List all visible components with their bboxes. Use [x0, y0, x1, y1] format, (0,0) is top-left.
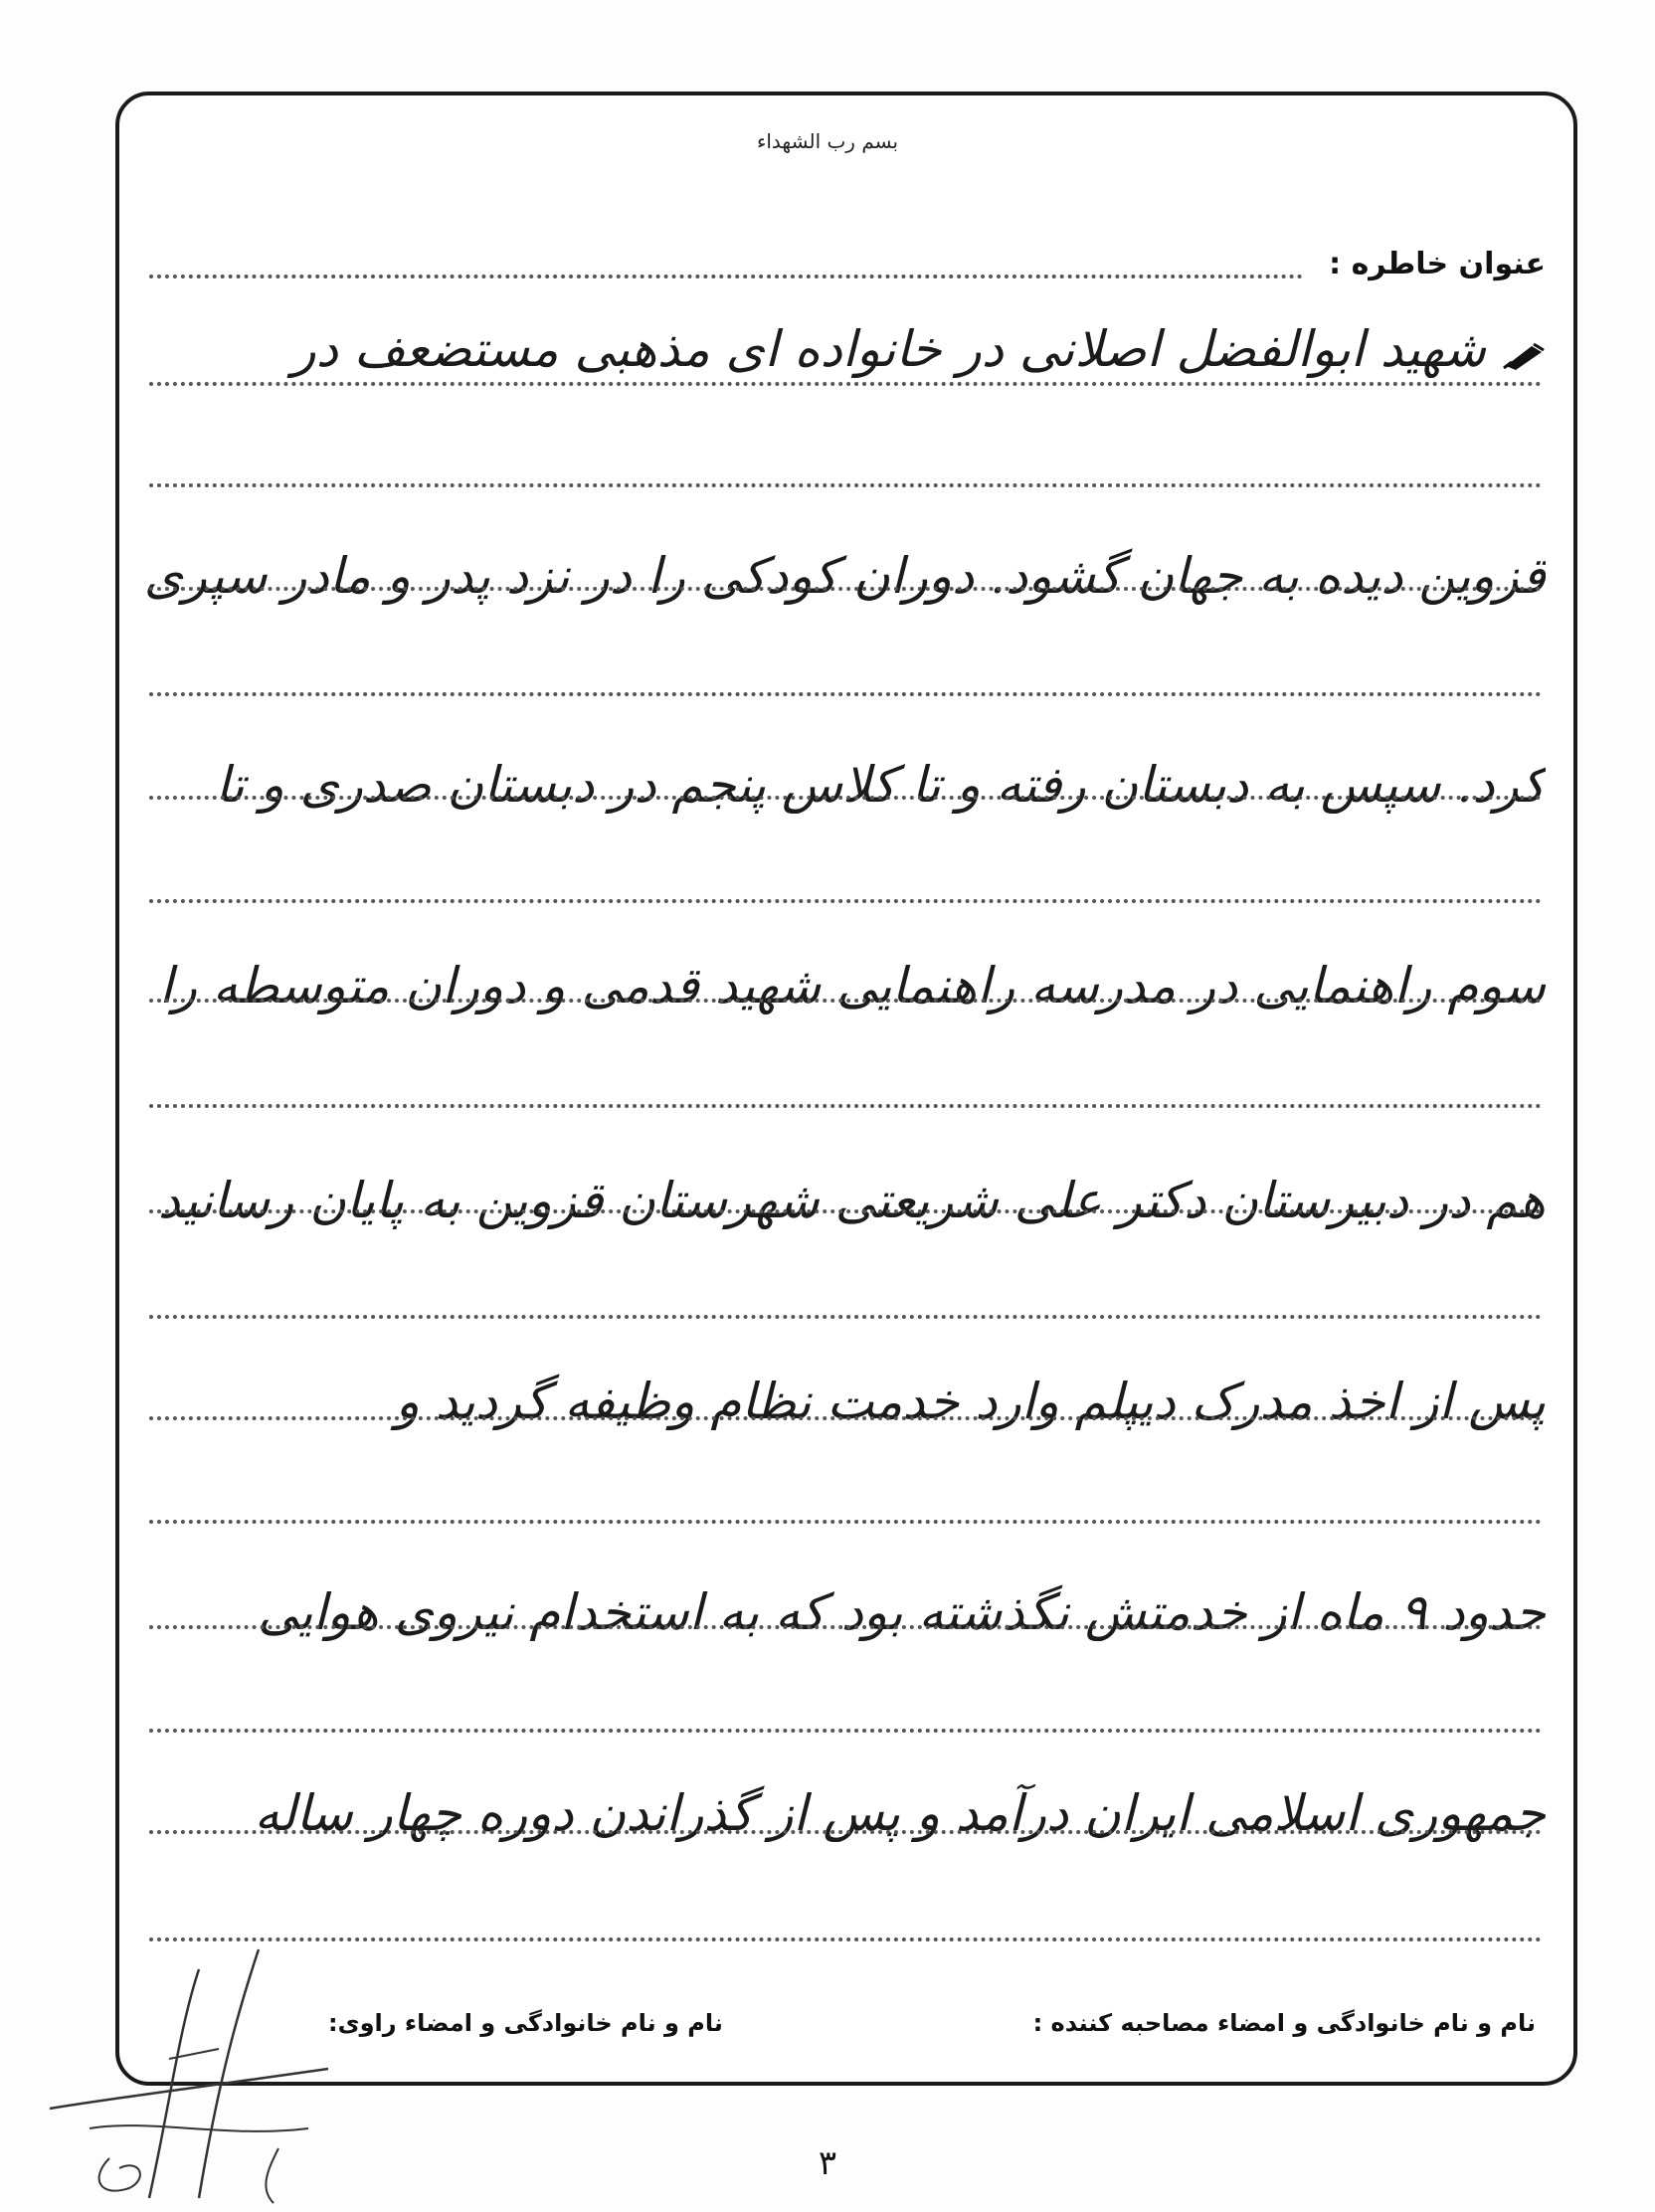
memoir-title-label: عنوان خاطره :: [1329, 247, 1546, 281]
dotted-line-12: [149, 1520, 1542, 1524]
page-header: بسم رب الشهداء: [756, 129, 899, 153]
dotted-line-2: [149, 483, 1542, 487]
dotted-line-5: [149, 796, 1542, 800]
dotted-line-4: [149, 692, 1542, 696]
page-number: ۳: [818, 2143, 837, 2183]
handwritten-line-4: سوم راهنمایی در مدرسه راهنمایی شهید قدمی و دوران متوسطه را: [159, 957, 1546, 1014]
dotted-line-10: [149, 1315, 1542, 1319]
interviewer-signature-label: نام و نام خانوادگی و امضاء مصاحبه کننده :: [1032, 2009, 1536, 2037]
handwritten-line-7: حدود ۹ ماه از خدمتش نگذشته بود که به استخدام نیروی هوایی: [258, 1583, 1546, 1641]
pen-writing-icon: [1502, 340, 1548, 370]
handwritten-line-2: قزوین دیده به جهان گشود. دوران کودکی را در نزد پدر و مادر سپری: [143, 547, 1546, 605]
handwritten-line-3: کرد. سپس به دبستان رفته و تا کلاس پنجم در دبستان صدری و تا: [215, 756, 1546, 814]
dotted-line-1: [149, 382, 1542, 386]
dotted-line-7: [149, 999, 1542, 1003]
dotted-line-14: [149, 1729, 1542, 1733]
narrator-signature-label: نام و نام خانوادگی و امضاء راوی:: [328, 2009, 723, 2037]
handwritten-line-5: هم در دبیرستان دکتر علی شریعتی شهرستان قزوین به پایان رسانید: [157, 1172, 1546, 1229]
handwritten-line-8: جمهوری اسلامی ایران درآمد و پس از گذراندن دوره چهار ساله: [254, 1784, 1546, 1842]
dotted-line-13: [149, 1625, 1542, 1629]
dotted-line-6: [149, 899, 1542, 903]
dotted-line-9: [149, 1209, 1542, 1213]
dotted-line-15: [149, 1830, 1542, 1834]
title-dotted-line: [149, 275, 1303, 278]
dotted-line-11: [149, 1416, 1542, 1420]
handwritten-line-1: شهید ابوالفضل اصلانی در خانواده ای مذهبی مستضعف در: [291, 320, 1486, 378]
handwritten-line-6: پس از اخذ مدرک دیپلم وارد خدمت نظام وظیفه گردید و: [395, 1373, 1546, 1430]
dotted-line-8: [149, 1104, 1542, 1108]
dotted-line-3: [149, 587, 1542, 591]
